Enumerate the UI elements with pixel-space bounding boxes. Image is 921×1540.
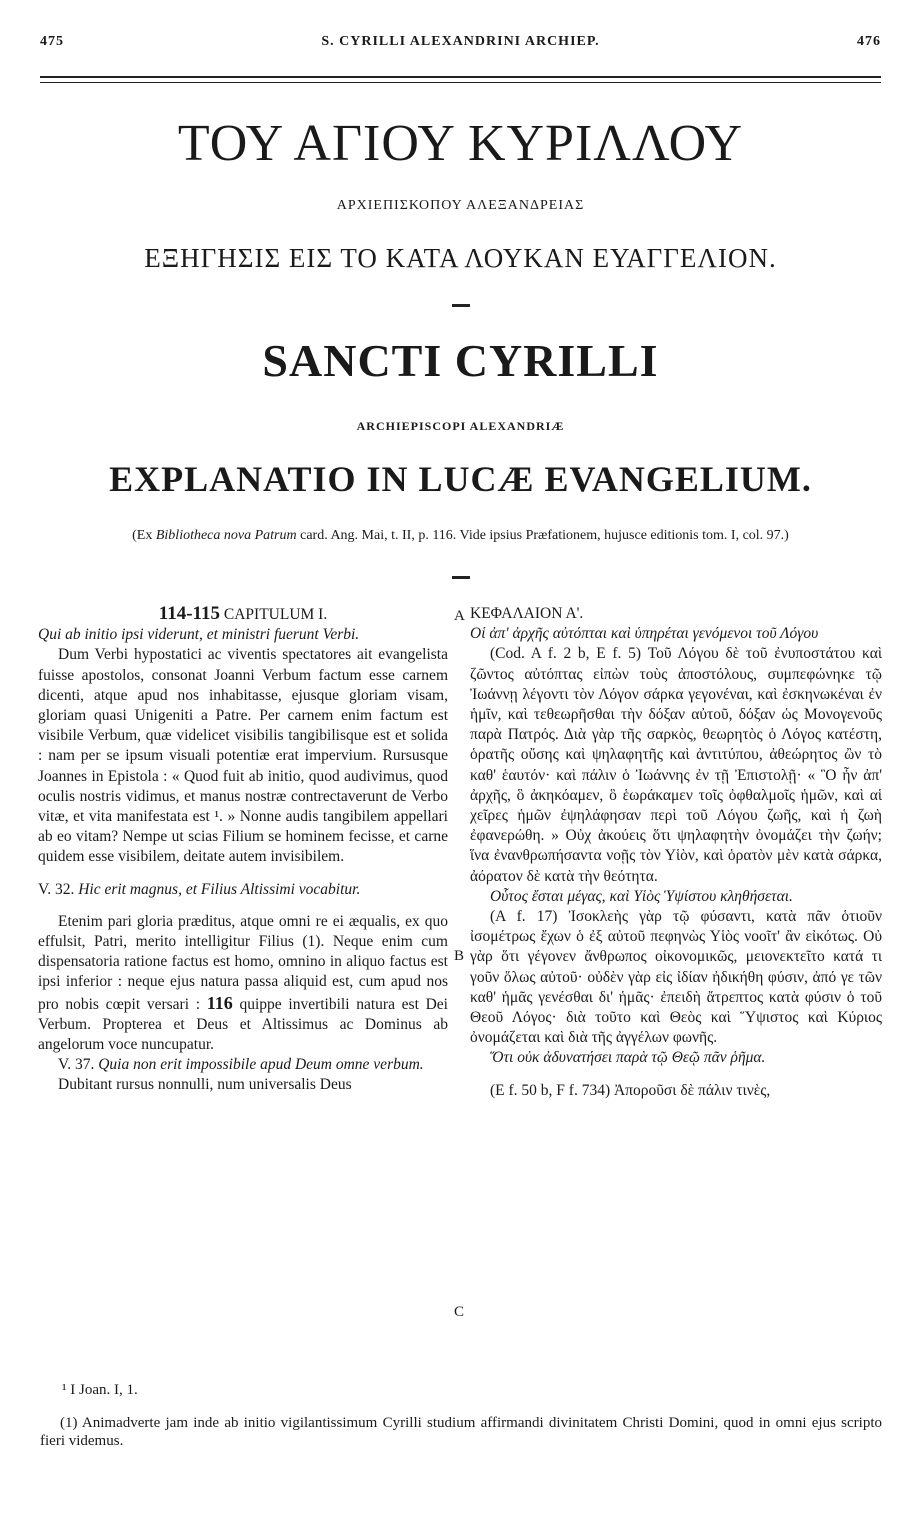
- latin-subtitle: ARCHIEPISCOPI ALEXANDRIÆ: [356, 419, 565, 433]
- verse-32-text: Hic erit magnus, et Filius Altissimi vocabitur.: [78, 880, 361, 898]
- latin-column: [38, 604, 448, 1096]
- page-number-right: 476: [857, 34, 881, 49]
- header-rule: [40, 76, 881, 83]
- latin-paragraph-2: [38, 912, 448, 1055]
- latin-chapter-title: CAPITULUM I.: [223, 606, 328, 623]
- greek-heading: Οἱ ἀπ' ἀρχῆς αὐτόπται καὶ ὑπηρέται γενόμενοι τοῦ Λόγου: [470, 625, 819, 643]
- margin-letter-a: A: [454, 608, 465, 624]
- latin-chapter-heading: [38, 604, 448, 625]
- latin-paragraph-2b: quippe invertibili natura est Dei Verbum. Propterea et Deus et Altissimus ac Dominus ab angelorum voce nuncupatur.: [38, 995, 448, 1054]
- verse-37-text: Quia non erit impossibile apud Deum omne verbum.: [98, 1056, 424, 1074]
- verse-37-label: V. 37.: [58, 1056, 99, 1074]
- title-separator: [452, 304, 470, 307]
- section-separator: [452, 576, 470, 579]
- verse-32-label: V. 32.: [38, 880, 79, 898]
- running-head: [40, 34, 881, 56]
- latin-verse-32: [38, 880, 448, 900]
- greek-paragraph-3: (E f. 50 b, F f. 734) Ἀποροῦσι δὲ πάλιν τινὲς,: [490, 1081, 771, 1099]
- source-italic: Bibliotheca nova Patrum: [155, 528, 297, 543]
- greek-column: [470, 604, 882, 1101]
- margin-letter-b: B: [454, 948, 465, 964]
- latin-paragraph-3: Dubitant rursus nonnulli, num universalis Deus: [58, 1076, 352, 1094]
- latin-heading: Qui ab initio ipsi viderunt, et ministri fuerunt Verbi.: [38, 626, 360, 644]
- margin-letter-c: C: [454, 1304, 465, 1320]
- footnote-editorial: (1) Animadverte jam inde ab initio vigilantissimum Cyrilli studium affirmandi divinitatem Christi Domini, quod in omni ejus scripto fieri videmus.: [40, 1415, 882, 1449]
- greek-verse-32: Οὗτος ἔσται μέγας, καὶ Υἱὸς Ὑψίστου κληθήσεται.: [490, 887, 793, 905]
- column-number-116: 116: [206, 992, 233, 1013]
- latin-paragraph-1: Dum Verbi hypostatici ac viventis spectatores ait evangelista fuisse apostolos, consonat Joanni Verbum factum esse carnem dicenti, atque apud nos inhabitasse, ejusque gloriam visam, gloriam quasi Unigeniti a Patre. Per carnem enim factum est visibile Verbum, quæ videlicet visibilis tangibilisque est et solida : nam per se ipsum visuali potentiæ erat impervium. Rursusque Joannes in Epistola : « Quod fuit ab initio, quod audivimus, quod oculis nostris vidimus, et manus nostræ contrectaverunt de Verbo vitæ, et vita manifestata est ¹. » Nonne audis tangibilem appellari ab eo vitam? Nempe ut scias Filium se hominem fecisse, et carne quidem esse visibilem, deitate autem invisibilem.: [38, 646, 448, 866]
- source-note: [0, 528, 921, 544]
- greek-paragraph-1: (Cod. A f. 2 b, E f. 5) Τοῦ Λόγου δὲ τοῦ ἐνυποστάτου καὶ ζῶντος αὐτόπτας εἰπὼν τοὺς ἀποστόλους, συμπεφώνηκε τῷ Ἰωάννῃ λέγοντι τὸν Λόγον σάρκα γεγονέναι, καὶ ἐσκηνωκέναι ἐν ἡμῖν, καὶ τεθεωρῆσθαι τὴν δόξαν αὐτοῦ, δόξαν ὡς Μονογενοῦς παρὰ Πατρός. Διὰ γὰρ τῆς σαρκὸς, θεωρητὸς ὁ Λόγος κατέστη, ὁρατῆς οὔσης καὶ ψηλαφητῆς καὶ ἀντιτύπου, ἀθεώρητος ὢν τὸ καθ' ἑαυτόν· καὶ πάλιν ὁ Ἰωάννης ἐν τῇ Ἐπιστολῇ· « Ὃ ἦν ἀπ' ἀρχῆς, ὃ ἀκηκόαμεν, ὃ ἑωράκαμεν τοῖς ὀφθαλμοῖς ἡμῶν, καὶ αἱ χεῖρες ἡμῶν ἐψηλάφησαν περὶ τοῦ Λόγου ζωῆς, καὶ ἡ ζωὴ ἐφανερώθη. » Οὐχ ἀκούεις ὅτι ψηλαφητὴν ὀνομάζει τὴν ζωήν; ἵνα ἐνανθρωπήσαντα νοῇς τὸν Υἱὸν, καὶ ὁρατὸν μὲν κατὰ σάρκα, ἀόρατον δὲ κατὰ τὴν θεότητα.: [470, 645, 882, 885]
- running-title: S. CYRILLI ALEXANDRINI ARCHIEP.: [321, 34, 600, 49]
- greek-work-title: ΕΞΗΓΗΣΙΣ ΕΙΣ ΤΟ ΚΑΤΑ ΛΟΥΚΑΝ ΕΥΑΓΓΕΛΙΟΝ.: [144, 243, 777, 273]
- latin-title: SANCTI CYRILLI: [262, 335, 659, 386]
- latin-work-title: EXPLANATIO IN LUCÆ EVANGELIUM.: [109, 459, 812, 499]
- greek-chapter-title: ΚΕΦΑΛΑΙΟΝ Α'.: [470, 605, 584, 622]
- latin-paragraph-2a: Etenim pari gloria præditus, atque omni re ei æqualis, ex quo effulsit, Patri, merito intelligitur Filius (1). Neque enim cum dispensatoria ratione factus est homo, omnino in aliquo factus est ipsi inferior : neque ejus natura passa aliquid est, cum apud nos pro nobis cœpit versari :: [38, 912, 448, 1013]
- source-rest: card. Ang. Mai, t. II, p. 116. Vide ipsius Præfationem, hujusce editionis tom. I, col. 97.): [296, 528, 789, 543]
- greek-verse-37: Ὅτι οὐκ ἀδυνατήσει παρὰ τῷ Θεῷ πᾶν ῥῆμα.: [490, 1049, 766, 1067]
- source-open: (Ex: [132, 528, 156, 543]
- page-number-left: 475: [40, 34, 64, 49]
- greek-title: ΤΟΥ ΑΓΙΟΥ ΚΥΡΙΛΛΟΥ: [177, 115, 744, 172]
- footnote-1: ¹ I Joan. I, 1.: [62, 1382, 138, 1398]
- latin-verse-37: [38, 1055, 448, 1075]
- greek-paragraph-2: (A f. 17) Ἰσοκλεὴς γὰρ τῷ φύσαντι, κατὰ πᾶν ὁτιοῦν ἰσομέτρως ἔχων ὁ ἐξ αὐτοῦ πεφηνὼς Υἱὸς νοοῖτ' ἂν εἰκότως. Οὐ γὰρ ὅτι γέγονεν ἄνθρωπος οἰκονομικῶς, μειονεκτεῖτο κατά τι γοῦν ὅλως αὐτοῦ· οὐδὲν γὰρ εἰς ἰδίαν ἠδικήθη φύσιν, ἀπό γε τῶν καθ' ἡμᾶς γενέσθαι δι' ἡμᾶς· ἐπειδὴ ἄτρεπτος κατὰ φύσιν ὁ τοῦ Θεοῦ Λόγος· διὰ τοῦτο καὶ Θεὸς καὶ Ὕψιστος καὶ Κύριος ὀνομάζεται καὶ διὰ τῆς ἀγγέλων φωνῆς.: [470, 908, 882, 1047]
- greek-subtitle: ΑΡΧΙΕΠΙΣΚΟΠΟΥ ΑΛΕΞΑΝΔΡΕΙΑΣ: [336, 198, 585, 213]
- column-numbers: 114-115: [158, 603, 220, 624]
